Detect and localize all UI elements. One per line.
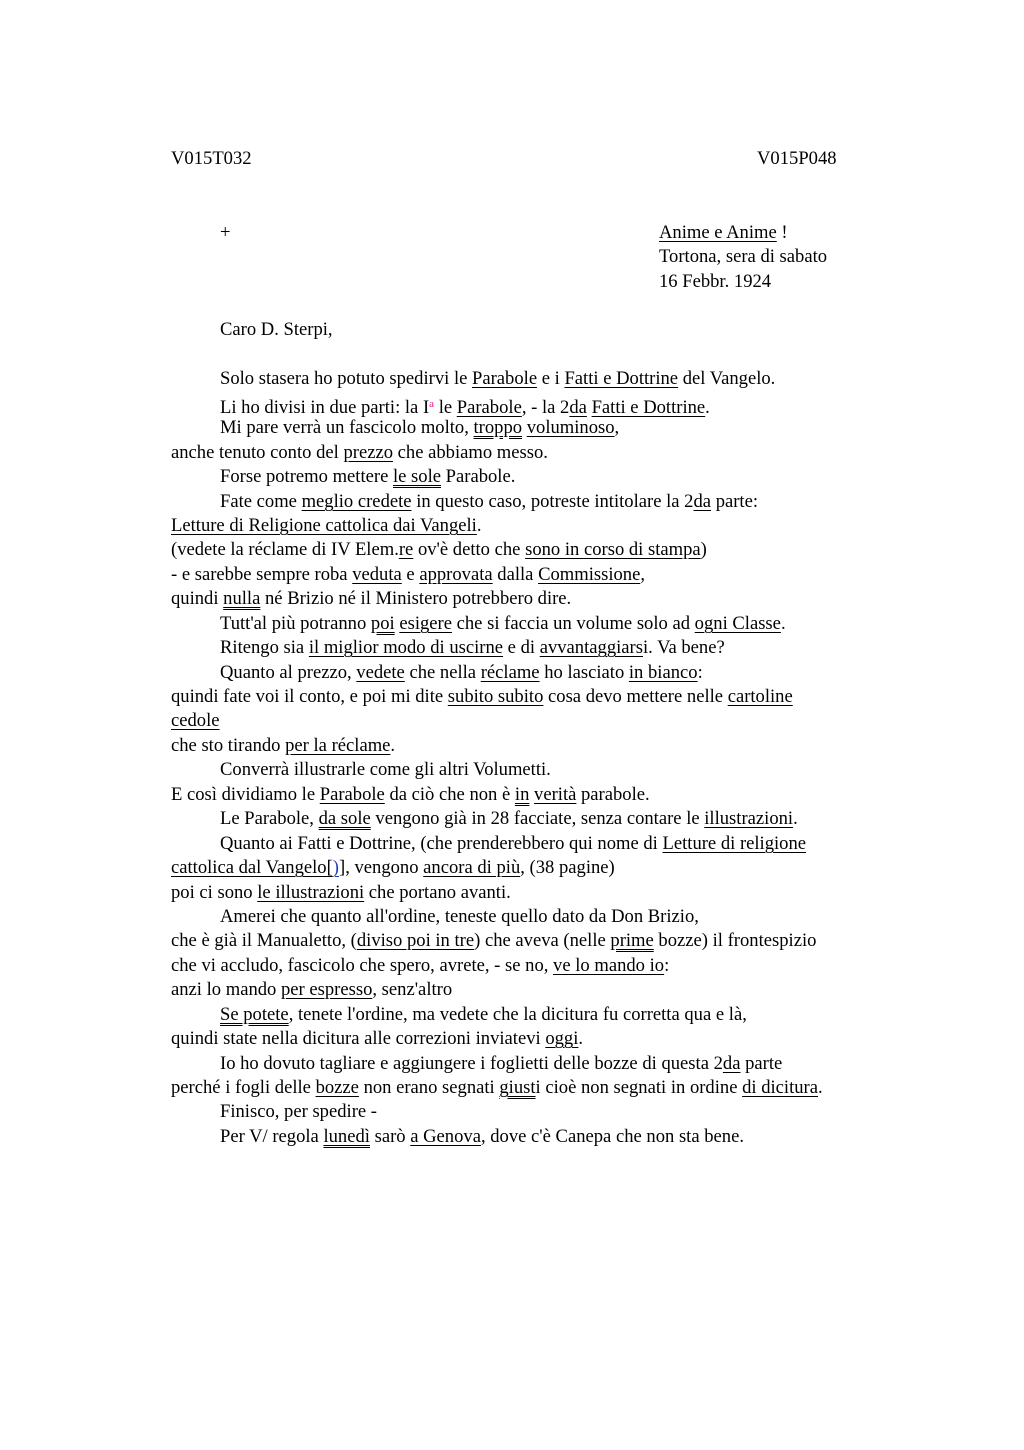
text-segment: dalla [492,564,539,585]
text-segment: i cioè non segnati in ordine [535,1077,743,1098]
body-line [220,636,725,660]
text-segment: parte [740,1053,783,1074]
text-segment: ] [338,857,346,878]
text-segment: Letture di religione [662,833,807,854]
body-line [220,416,619,440]
text-segment: e [401,564,420,585]
text-segment: che si faccia un volume solo ad [451,613,695,634]
body-line [220,465,515,489]
body-line [220,1003,747,1027]
body-line [220,661,703,685]
text-segment: il miglior modo di uscirne [308,637,504,658]
text-segment: parte: [711,491,759,512]
text-segment: Parabole. [441,466,516,487]
text-segment: parabole. [576,784,650,805]
text-segment: Se potete [220,1004,289,1025]
text-segment: da [693,491,712,512]
header-left-code: V015T032 [171,148,252,169]
text-segment: le illustrazioni [257,882,365,903]
letter-date: 16 Febbr. 1924 [659,271,772,292]
text-segment: da [722,1053,741,1074]
text-segment: E così dividiamo le [171,784,320,805]
text-segment: - e sarebbe sempre roba [171,564,353,585]
text-segment: veduta [352,564,402,585]
title-suffix: ! [776,222,788,243]
text-segment: ancora di più [423,857,521,878]
body-line [220,490,758,514]
text-segment: lunedì [323,1126,370,1147]
body-line [220,367,775,391]
text-segment: Converrà illustrarle come gli altri Volumetti. [220,759,551,780]
body-line [171,441,548,465]
body-line [171,1076,823,1100]
text-segment: bozze [315,1077,359,1098]
text-segment: Tutt'al più potranno [220,613,371,634]
text-segment: Finisco, per spedire - [220,1101,377,1122]
text-segment: . [818,1077,823,1098]
text-segment: per la réclame [285,735,391,756]
text-segment: e i [537,368,565,389]
text-segment: vengono già in 28 facciate, senza contare le [370,808,705,829]
text-segment: : [664,955,670,976]
text-segment: del Vangelo. [678,368,776,389]
text-segment: da [569,397,587,418]
text-segment: Per V/ regola [220,1126,324,1147]
text-segment: oggi [545,1028,579,1049]
text-segment: Ritengo sia [220,637,309,658]
text-segment: ov'è detto che [413,539,526,560]
body-line [171,587,571,611]
text-segment: illustrazioni [704,808,794,829]
text-segment: Parabole [456,397,522,418]
text-segment: esigere [399,613,452,634]
text-segment: in bianco [628,662,698,683]
body-line [171,929,816,953]
text-segment: che portano avanti. [364,882,511,903]
text-segment: Fate come [220,491,302,512]
salutation: Caro D. Sterpi, [220,319,333,340]
letter-title [659,221,788,245]
body-line [171,734,395,758]
body-line [220,832,806,856]
text-segment: ) [700,539,707,560]
text-segment: , - la 2 [521,397,570,418]
text-segment: le sole [392,466,442,487]
text-segment: da sole [318,808,371,829]
text-segment: re [398,539,414,560]
text-segment: anzi lo mando [171,979,281,1000]
text-segment: , dove c'è Canepa che non sta bene. [480,1126,744,1147]
body-line [171,856,615,880]
text-segment: Li ho divisi in due parti: la I [220,397,430,418]
text-segment: anche tenuto conto del [171,442,344,463]
text-segment: cattolica dal Vangelo [171,857,327,878]
text-segment: avvantaggiars [539,637,643,658]
text-segment: , tenete l'ordine, ma vedete che la dicitura fu corretta qua e là, [288,1004,747,1025]
text-segment: . [780,613,786,634]
text-segment: . [578,1028,584,1049]
text-segment: in [514,784,530,805]
text-segment: Fatti e Dottrine [564,368,679,389]
text-segment: cartoline [727,686,793,707]
text-segment: verità [534,784,577,805]
text-segment: , [614,417,620,438]
body-line [171,978,452,1002]
body-line [220,1100,377,1124]
body-line [171,783,650,807]
body-line [171,1027,583,1051]
text-segment: prezzo [343,442,393,463]
text-segment: le [434,397,457,418]
text-segment: a Genova [410,1126,481,1147]
body-line [220,905,699,929]
text-segment: Solo stasera ho potuto spedirvi le [220,368,473,389]
text-segment: a [429,398,435,410]
text-segment: da ciò che non è [384,784,515,805]
text-segment: né Brizio né il Ministero potrebbero dire. [260,588,572,609]
text-segment: Commissione [538,564,641,585]
text-segment: Parabole [472,368,538,389]
text-segment: Fatti e Dottrine [591,397,706,418]
body-line [171,538,707,562]
text-segment: cosa devo mettere nelle [543,686,728,707]
text-segment: , senz'altro [372,979,453,1000]
text-segment: vedete [356,662,405,683]
text-segment: Mi pare verrà un fascicolo molto, [220,417,474,438]
place-time: Tortona, sera di sabato [659,246,828,267]
body-line [220,758,551,782]
header-right-code: V015P048 [757,148,837,169]
text-segment: subito subito [447,686,544,707]
body-line [171,954,669,978]
text-segment: Io ho dovuto tagliare e aggiungere i foglietti delle bozze di questa 2 [220,1053,723,1074]
text-segment: , [640,564,646,585]
text-segment: che è già il Manualetto, ( [171,930,357,951]
text-segment: . [390,735,396,756]
text-segment: Le Parabole, [220,808,319,829]
text-segment: . [705,397,710,418]
text-segment: . [793,808,798,829]
text-segment: nulla [223,588,261,609]
text-segment: [ [326,857,333,878]
text-segment: in questo caso, potreste intitolare la 2 [411,491,694,512]
text-segment: ogni Classe [694,613,781,634]
body-line [171,881,511,905]
text-segment: di dicitura [742,1077,818,1098]
body-line [220,612,786,636]
text-segment: che abbiamo messo. [393,442,548,463]
text-segment: Forse potremo mettere [220,466,393,487]
text-segment: cedole [171,710,220,731]
text-segment: , (38 pagine) [520,857,615,878]
text-segment: Parabole [319,784,385,805]
text-segment: ) che aveva (nelle [474,930,611,951]
text-segment: quindi state nella dicitura alle correzioni inviatevi [171,1028,546,1049]
text-segment: sarò [369,1126,411,1147]
text-segment: Amerei che quanto all'ordine, teneste quello dato da Don Brizio, [220,906,699,927]
text-segment: bozze) il frontespizio [653,930,817,951]
body-line [171,514,482,538]
text-segment: perché i fogli delle [171,1077,316,1098]
text-segment: ve lo mando io [553,955,665,976]
text-segment: e di [503,637,540,658]
text-segment: poi [370,613,395,634]
text-segment: approvata [419,564,493,585]
body-line [220,1052,782,1076]
body-line [220,807,798,831]
text-segment: diviso poi in tre [356,930,475,951]
cross-symbol: + [220,222,231,243]
text-segment: prime [610,930,654,951]
text-segment: (vedete la réclame di IV Elem. [171,539,399,560]
text-segment: Quanto al prezzo, [220,662,357,683]
body-line [171,709,220,733]
text-segment: poi ci sono [171,882,258,903]
text-segment: quindi [171,588,224,609]
text-segment: troppo [473,417,523,438]
text-segment: i. Va bene? [642,637,725,658]
text-segment: sono in corso di stampa [525,539,701,560]
text-segment: non erano segnati [358,1077,500,1098]
text-segment: giust [499,1077,536,1098]
body-line [171,563,645,587]
text-segment: , vengono [345,857,424,878]
text-segment: meglio credete [301,491,412,512]
text-segment: per espresso [280,979,373,1000]
text-segment: réclame [480,662,540,683]
body-line [220,1125,744,1149]
text-segment: Letture di Religione cattolica dai Vangeli [171,515,477,536]
text-segment: che vi accludo, fascicolo che spero, avrete, - se no, [171,955,554,976]
text-segment: : [697,662,703,683]
text-segment: Quanto ai Fatti e Dottrine, (che prenderebbero qui nome di [220,833,663,854]
text-segment: che sto tirando [171,735,286,756]
text-segment: voluminoso [526,417,615,438]
text-segment: quindi fate voi il conto, e poi mi dite [171,686,448,707]
text-segment: che nella [404,662,481,683]
title-text: Anime e Anime [659,222,777,243]
body-line [171,685,793,709]
text-segment: ho lasciato [539,662,629,683]
text-segment: ) [332,857,339,878]
text-segment: . [476,515,482,536]
